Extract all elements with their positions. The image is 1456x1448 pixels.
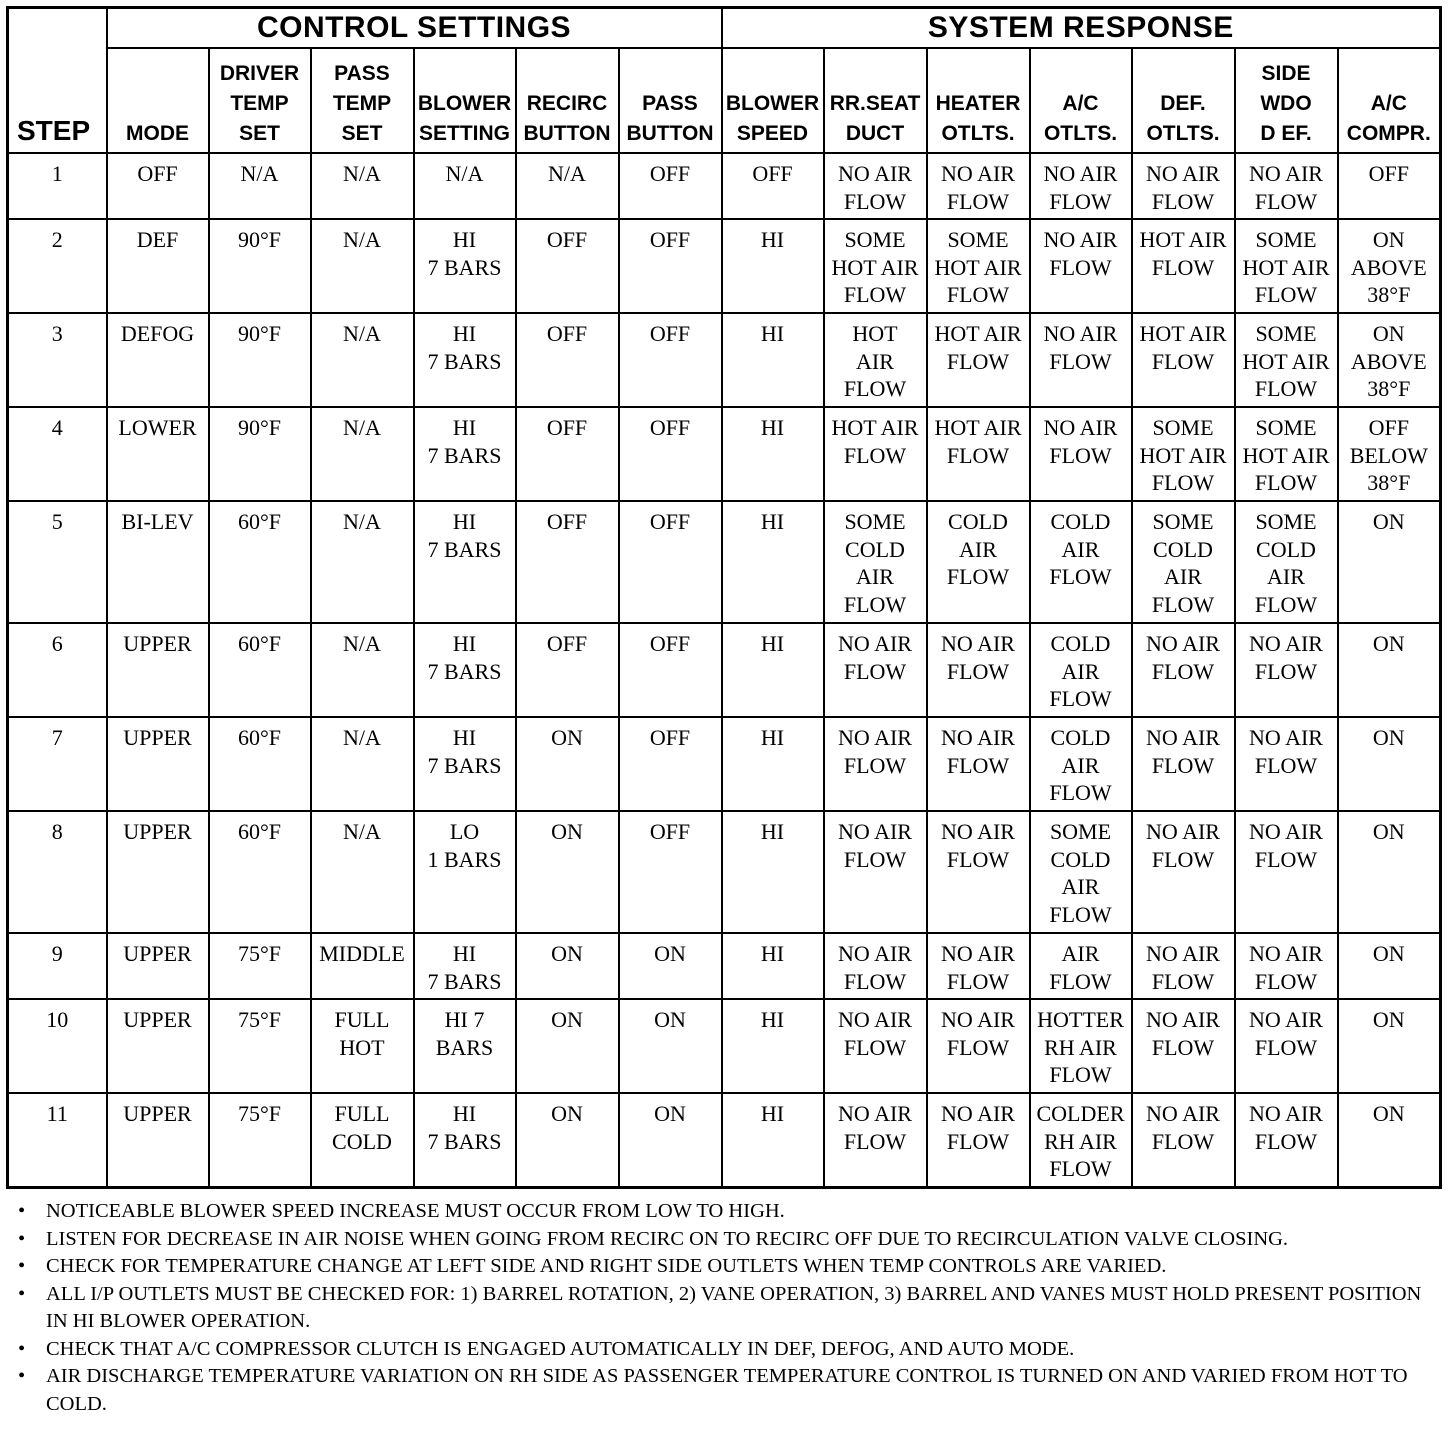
table-row	[8, 313, 1441, 407]
cell-recirc-button: ON	[516, 717, 619, 811]
cell-mode: BI-LEV	[107, 501, 209, 623]
cell-blower-speed: HI	[722, 501, 824, 623]
cell-side-wdo-def: NO AIR FLOW	[1235, 623, 1338, 717]
cell-def-otlts: HOT AIR FLOW	[1132, 313, 1235, 407]
cell-def-otlts: NO AIR FLOW	[1132, 1093, 1235, 1187]
table-row	[8, 153, 1441, 219]
cell-recirc-button: ON	[516, 999, 619, 1093]
bullet-icon: •	[18, 1200, 26, 1222]
cell-rr-seat-duct: SOME COLD AIR FLOW	[824, 501, 927, 623]
cell-pass-button: OFF	[619, 501, 722, 623]
col-header-driver-temp-set: DRIVER TEMP SET	[209, 48, 311, 153]
cell-blower-setting: HI 7 BARS	[414, 933, 516, 999]
cell-ac-otlts: COLD AIR FLOW	[1030, 623, 1132, 717]
cell-blower-speed: HI	[722, 623, 824, 717]
table-row	[8, 1093, 1441, 1187]
table-row	[8, 999, 1441, 1093]
cell-blower-setting: HI 7 BARS	[414, 623, 516, 717]
bullet-icon: •	[18, 1337, 26, 1360]
cell-pass-temp-set: N/A	[311, 811, 414, 933]
cell-step: 2	[8, 219, 107, 313]
cell-driver-temp-set: 60°F	[209, 501, 311, 623]
cell-side-wdo-def: NO AIR FLOW	[1235, 717, 1338, 811]
cell-step: 6	[8, 623, 107, 717]
cell-driver-temp-set: N/A	[209, 153, 311, 219]
cell-mode: LOWER	[107, 407, 209, 501]
cell-step: 10	[8, 999, 107, 1093]
note-text: NOTICEABLE BLOWER SPEED INCREASE MUST OCCUR FROM LOW TO HIGH.	[46, 1200, 785, 1222]
cell-rr-seat-duct: NO AIR FLOW	[824, 933, 927, 999]
cell-pass-temp-set: N/A	[311, 623, 414, 717]
cell-recirc-button: OFF	[516, 313, 619, 407]
table-row	[8, 811, 1441, 933]
cell-blower-speed: HI	[722, 717, 824, 811]
cell-ac-compr: OFF BELOW 38°F	[1338, 407, 1441, 501]
cell-step: 5	[8, 501, 107, 623]
cell-pass-button: OFF	[619, 219, 722, 313]
cell-ac-compr: ON	[1338, 933, 1441, 999]
table-row	[8, 623, 1441, 717]
cell-driver-temp-set: 60°F	[209, 717, 311, 811]
cell-step: 1	[8, 153, 107, 219]
cell-def-otlts: NO AIR FLOW	[1132, 717, 1235, 811]
cell-blower-setting: HI 7 BARS	[414, 999, 516, 1093]
cell-driver-temp-set: 75°F	[209, 999, 311, 1093]
cell-rr-seat-duct: HOT AIR FLOW	[824, 407, 927, 501]
cell-blower-setting: HI 7 BARS	[414, 501, 516, 623]
note-text: LISTEN FOR DECREASE IN AIR NOISE WHEN GOING FROM RECIRC ON TO RECIRC OFF DUE TO RECIRCULATION VALVE CLOSING.	[46, 1227, 1289, 1250]
cell-rr-seat-duct: NO AIR FLOW	[824, 811, 927, 933]
cell-ac-otlts: HOTTER RH AIR FLOW	[1030, 999, 1132, 1093]
cell-side-wdo-def: SOME COLD AIR FLOW	[1235, 501, 1338, 623]
col-header-heater-otlts: HEATER OTLTS.	[927, 48, 1030, 153]
cell-driver-temp-set: 60°F	[209, 623, 311, 717]
cell-heater-otlts: COLD AIR FLOW	[927, 501, 1030, 623]
note-item	[14, 1253, 1434, 1281]
cell-blower-setting: HI 7 BARS	[414, 313, 516, 407]
control-settings-header: CONTROL SETTINGS	[107, 8, 722, 49]
cell-side-wdo-def: NO AIR FLOW	[1235, 999, 1338, 1093]
bullet-icon: •	[18, 1282, 26, 1305]
cell-ac-otlts: NO AIR FLOW	[1030, 219, 1132, 313]
cell-def-otlts: SOME COLD AIR FLOW	[1132, 501, 1235, 623]
cell-step: 4	[8, 407, 107, 501]
cell-driver-temp-set: 90°F	[209, 313, 311, 407]
cell-step: 7	[8, 717, 107, 811]
cell-pass-button: OFF	[619, 313, 722, 407]
col-header-ac-otlts: A/C OTLTS.	[1030, 48, 1132, 153]
note-text: AIR DISCHARGE TEMPERATURE VARIATION ON RH SIDE AS PASSENGER TEMPERATURE CONTROL IS TURNED ON AND VARIED FROM HOT TO COLD.	[46, 1365, 1408, 1415]
cell-driver-temp-set: 75°F	[209, 933, 311, 999]
cell-pass-button: ON	[619, 933, 722, 999]
cell-ac-compr: ON ABOVE 38°F	[1338, 313, 1441, 407]
cell-def-otlts: NO AIR FLOW	[1132, 999, 1235, 1093]
cell-pass-button: OFF	[619, 153, 722, 219]
cell-rr-seat-duct: NO AIR FLOW	[824, 1093, 927, 1187]
cell-blower-speed: HI	[722, 999, 824, 1093]
cell-step: 9	[8, 933, 107, 999]
cell-pass-button: ON	[619, 999, 722, 1093]
cell-def-otlts: SOME HOT AIR FLOW	[1132, 407, 1235, 501]
cell-driver-temp-set: 90°F	[209, 407, 311, 501]
cell-rr-seat-duct: HOT AIR FLOW	[824, 313, 927, 407]
cell-rr-seat-duct: NO AIR FLOW	[824, 999, 927, 1093]
note-item	[14, 1198, 1434, 1226]
cell-recirc-button: ON	[516, 933, 619, 999]
cell-blower-speed: HI	[722, 407, 824, 501]
cell-recirc-button: OFF	[516, 501, 619, 623]
cell-heater-otlts: HOT AIR FLOW	[927, 313, 1030, 407]
cell-side-wdo-def: SOME HOT AIR FLOW	[1235, 219, 1338, 313]
cell-recirc-button: ON	[516, 811, 619, 933]
cell-ac-compr: ON	[1338, 811, 1441, 933]
cell-recirc-button: OFF	[516, 407, 619, 501]
cell-pass-temp-set: N/A	[311, 219, 414, 313]
control-response-table	[6, 6, 1442, 1189]
cell-ac-compr: ON	[1338, 717, 1441, 811]
cell-driver-temp-set: 90°F	[209, 219, 311, 313]
cell-recirc-button: ON	[516, 1093, 619, 1187]
cell-def-otlts: NO AIR FLOW	[1132, 933, 1235, 999]
cell-blower-setting: LO 1 BARS	[414, 811, 516, 933]
cell-ac-otlts: COLDER RH AIR FLOW	[1030, 1093, 1132, 1187]
cell-recirc-button: OFF	[516, 219, 619, 313]
cell-blower-speed: HI	[722, 933, 824, 999]
note-item	[14, 1226, 1434, 1254]
col-header-blower-setting: BLOWER SETTING	[414, 48, 516, 153]
cell-pass-temp-set: MIDDLE	[311, 933, 414, 999]
cell-def-otlts: HOT AIR FLOW	[1132, 219, 1235, 313]
cell-step: 8	[8, 811, 107, 933]
cell-heater-otlts: SOME HOT AIR FLOW	[927, 219, 1030, 313]
table-row	[8, 501, 1441, 623]
cell-heater-otlts: HOT AIR FLOW	[927, 407, 1030, 501]
col-header-blower-speed: BLOWER SPEED	[722, 48, 824, 153]
cell-pass-temp-set: FULL COLD	[311, 1093, 414, 1187]
cell-side-wdo-def: SOME HOT AIR FLOW	[1235, 407, 1338, 501]
cell-ac-compr: ON	[1338, 999, 1441, 1093]
note-item	[14, 1281, 1434, 1336]
cell-driver-temp-set: 75°F	[209, 1093, 311, 1187]
cell-ac-otlts: AIR FLOW	[1030, 933, 1132, 999]
cell-blower-setting: HI 7 BARS	[414, 717, 516, 811]
cell-blower-speed: HI	[722, 313, 824, 407]
cell-ac-otlts: COLD AIR FLOW	[1030, 717, 1132, 811]
cell-mode: OFF	[107, 153, 209, 219]
cell-pass-button: OFF	[619, 623, 722, 717]
cell-pass-button: OFF	[619, 811, 722, 933]
cell-mode: DEFOG	[107, 313, 209, 407]
note-item	[14, 1336, 1434, 1364]
cell-step: 11	[8, 1093, 107, 1187]
cell-side-wdo-def: NO AIR FLOW	[1235, 153, 1338, 219]
cell-heater-otlts: NO AIR FLOW	[927, 999, 1030, 1093]
table-row	[8, 219, 1441, 313]
cell-heater-otlts: NO AIR FLOW	[927, 623, 1030, 717]
cell-blower-setting: N/A	[414, 153, 516, 219]
cell-blower-setting: HI 7 BARS	[414, 1093, 516, 1187]
note-text: CHECK THAT A/C COMPRESSOR CLUTCH IS ENGAGED AUTOMATICALLY IN DEF, DEFOG, AND AUTO MODE.	[46, 1337, 1075, 1360]
notes-list	[14, 1198, 1434, 1418]
bullet-icon: •	[18, 1227, 26, 1250]
cell-ac-otlts: NO AIR FLOW	[1030, 153, 1132, 219]
cell-mode: UPPER	[107, 811, 209, 933]
cell-heater-otlts: NO AIR FLOW	[927, 1093, 1030, 1187]
cell-rr-seat-duct: NO AIR FLOW	[824, 623, 927, 717]
cell-recirc-button: OFF	[516, 623, 619, 717]
cell-pass-temp-set: N/A	[311, 717, 414, 811]
col-header-rr-seat-duct: RR.SEAT DUCT	[824, 48, 927, 153]
cell-blower-speed: OFF	[722, 153, 824, 219]
cell-side-wdo-def: NO AIR FLOW	[1235, 933, 1338, 999]
cell-mode: UPPER	[107, 999, 209, 1093]
cell-rr-seat-duct: SOME HOT AIR FLOW	[824, 219, 927, 313]
table-row	[8, 717, 1441, 811]
cell-ac-compr: ON	[1338, 1093, 1441, 1187]
col-header-ac-compr: A/C COMPR.	[1338, 48, 1441, 153]
cell-side-wdo-def: SOME HOT AIR FLOW	[1235, 313, 1338, 407]
cell-def-otlts: NO AIR FLOW	[1132, 811, 1235, 933]
cell-blower-speed: HI	[722, 811, 824, 933]
cell-def-otlts: NO AIR FLOW	[1132, 153, 1235, 219]
system-response-header: SYSTEM RESPONSE	[722, 8, 1441, 49]
cell-mode: UPPER	[107, 623, 209, 717]
cell-side-wdo-def: NO AIR FLOW	[1235, 811, 1338, 933]
cell-blower-speed: HI	[722, 1093, 824, 1187]
cell-recirc-button: N/A	[516, 153, 619, 219]
cell-ac-compr: ON	[1338, 501, 1441, 623]
cell-rr-seat-duct: NO AIR FLOW	[824, 153, 927, 219]
cell-heater-otlts: NO AIR FLOW	[927, 933, 1030, 999]
cell-pass-temp-set: N/A	[311, 313, 414, 407]
note-item	[14, 1363, 1434, 1418]
cell-ac-compr: ON	[1338, 623, 1441, 717]
cell-blower-setting: HI 7 BARS	[414, 407, 516, 501]
cell-pass-temp-set: FULL HOT	[311, 999, 414, 1093]
cell-heater-otlts: NO AIR FLOW	[927, 811, 1030, 933]
cell-pass-button: OFF	[619, 407, 722, 501]
bullet-icon: •	[18, 1365, 26, 1387]
col-header-pass-temp-set: PASS TEMP SET	[311, 48, 414, 153]
cell-driver-temp-set: 60°F	[209, 811, 311, 933]
cell-pass-button: ON	[619, 1093, 722, 1187]
cell-rr-seat-duct: NO AIR FLOW	[824, 717, 927, 811]
table-row	[8, 407, 1441, 501]
cell-ac-otlts: SOME COLD AIR FLOW	[1030, 811, 1132, 933]
cell-step: 3	[8, 313, 107, 407]
col-header-side-wdo-def: SIDE WDO D EF.	[1235, 48, 1338, 153]
cell-mode: UPPER	[107, 933, 209, 999]
cell-ac-compr: OFF	[1338, 153, 1441, 219]
note-text: CHECK FOR TEMPERATURE CHANGE AT LEFT SIDE AND RIGHT SIDE OUTLETS WHEN TEMP CONTROLS ARE VARIED.	[46, 1255, 1167, 1277]
col-header-mode: MODE	[107, 48, 209, 153]
col-header-pass-button: PASS BUTTON	[619, 48, 722, 153]
cell-pass-temp-set: N/A	[311, 407, 414, 501]
cell-pass-temp-set: N/A	[311, 153, 414, 219]
table-row	[8, 933, 1441, 999]
cell-def-otlts: NO AIR FLOW	[1132, 623, 1235, 717]
cell-ac-compr: ON ABOVE 38°F	[1338, 219, 1441, 313]
cell-ac-otlts: NO AIR FLOW	[1030, 313, 1132, 407]
step-header: STEP	[8, 8, 107, 154]
cell-blower-setting: HI 7 BARS	[414, 219, 516, 313]
cell-blower-speed: HI	[722, 219, 824, 313]
cell-ac-otlts: NO AIR FLOW	[1030, 407, 1132, 501]
cell-pass-button: OFF	[619, 717, 722, 811]
cell-mode: UPPER	[107, 717, 209, 811]
cell-heater-otlts: NO AIR FLOW	[927, 717, 1030, 811]
cell-pass-temp-set: N/A	[311, 501, 414, 623]
col-header-recirc-button: RECIRC BUTTON	[516, 48, 619, 153]
cell-side-wdo-def: NO AIR FLOW	[1235, 1093, 1338, 1187]
bullet-icon: •	[18, 1255, 26, 1277]
cell-ac-otlts: COLD AIR FLOW	[1030, 501, 1132, 623]
col-header-def-otlts: DEF. OTLTS.	[1132, 48, 1235, 153]
cell-heater-otlts: NO AIR FLOW	[927, 153, 1030, 219]
note-text: ALL I/P OUTLETS MUST BE CHECKED FOR: 1) BARREL ROTATION, 2) VANE OPERATION, 3) BARREL AND VANES MUST HOLD PRESENT POSITION IN HI BLOWER OPERATION.	[46, 1282, 1422, 1332]
cell-mode: DEF	[107, 219, 209, 313]
cell-mode: UPPER	[107, 1093, 209, 1187]
